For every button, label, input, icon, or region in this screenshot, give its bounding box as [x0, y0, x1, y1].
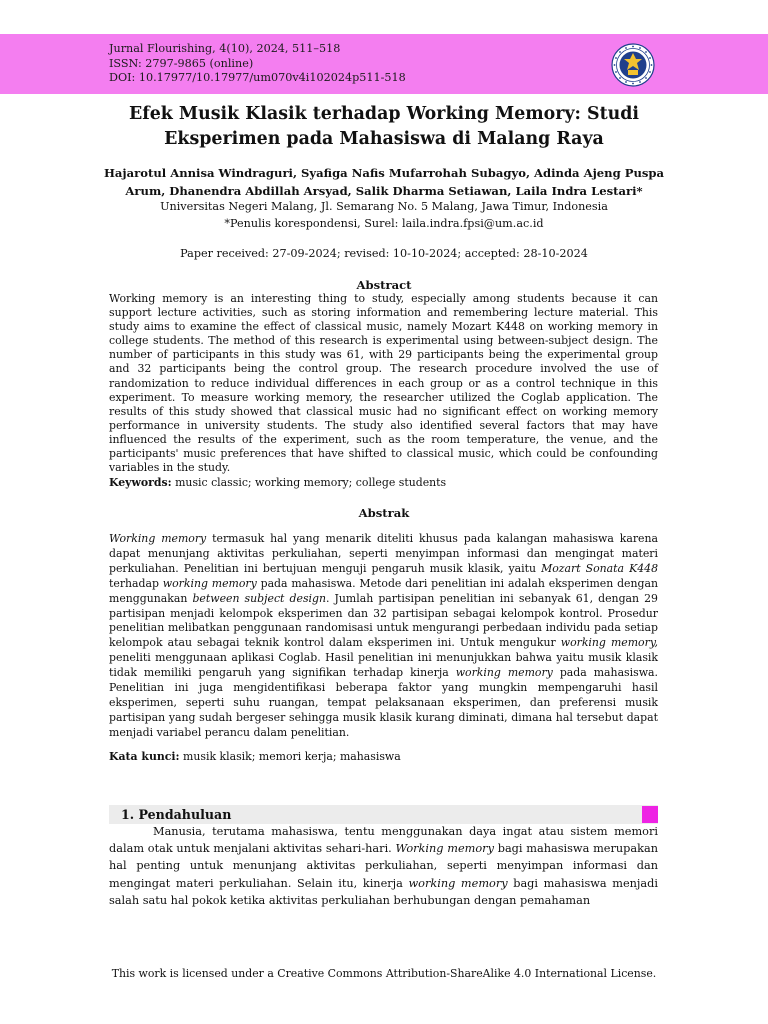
abstrak-text-run: terhadap: [109, 576, 163, 590]
abstrak-text-run: pada mahasiswa. Penelitian ini juga mengidentifikasi beberapa faktor yang mungkin mempengaruhi hasil eksperimen, seperti suhu ruangan, tempat pelaksanaan eksperimen, dan preferensi musik partisipan yang sudah bergeser sehingga musik klasik kurang diminati, dimana hal tersebut dapat menjadi variabel perancu dalam penelitian.: [109, 666, 658, 739]
correspondence: *Penulis korespondensi, Surel: laila.indra.fpsi@um.ac.id: [224, 217, 544, 230]
keywords-label: Keywords:: [109, 476, 172, 489]
journal-issn: ISSN: 2797-9865 (online): [109, 56, 254, 70]
journal-header-band: [0, 34, 768, 94]
abstrak-italic-term: Working memory: [109, 532, 207, 545]
kata-kunci-value: musik klasik; memori kerja; mahasiswa: [179, 750, 401, 763]
abstrak-italic-term: working memory: [455, 666, 553, 680]
section1-italic-term: working memory: [408, 876, 508, 890]
section1-text-run: bagi mahasiswa merupakan hal penting untuk menunjang aktivitas perkuliahan, seperti menyimpan informasi dan mengingat materi perkuliahan. Selain itu, kinerja: [109, 842, 658, 890]
abstract-heading: Abstract: [356, 278, 412, 292]
affiliation: Universitas Negeri Malang, Jl. Semarang No. 5 Malang, Jawa Timur, Indonesia: [160, 200, 608, 213]
abstrak-text-run: . Jumlah partisipan penelitian ini sebanyak 61, dengan 29 partisipan menjadi kelompok eksperimen dan 32 partisipan sebagai kelompok kontrol. Prosedur penelitian melibatkan penggunaan randomisasi untuk mengurangi perbedaan individu pada setiap kelompok atau sebagai teknik kontrol dalam eksperimen ini. Untuk mengukur: [109, 591, 658, 650]
journal-info: [109, 42, 406, 86]
section-heading-bar: [109, 805, 658, 824]
keywords: [109, 475, 658, 491]
abstrak-italic-term: working memory,: [560, 636, 658, 650]
abstrak-text-run: termasuk hal yang menarik diteliti khusus pada kalangan mahasiswa karena dapat menunjang aktivitas perkuliahan, seperti menyimpan informasi dan mengingat materi perkuliahan. Penelitian ini bertujuan menguji pengaruh musik klasik, yaitu: [109, 532, 658, 575]
section-marker: [642, 806, 658, 823]
university-seal-icon: [611, 43, 655, 87]
introduction-text: [109, 823, 658, 909]
paper-title: [80, 102, 688, 152]
section1-text-run: bagi mahasiswa menjadi salah satu hal pokok ketika aktivitas perkuliahan berhubungan dengan pemahaman: [109, 876, 659, 907]
section1-text-run: Manusia, terutama mahasiswa, tentu menggunakan daya ingat atau sistem memori dalam otak untuk menjalani aktivitas sehari-hari.: [109, 825, 658, 856]
kata-kunci: [109, 749, 658, 765]
abstrak-text-run: peneliti menggunaan aplikasi Coglab. Hasil penelitian ini menunjukkan bahwa yaitu musik klasik tidak memiliki pengaruh yang signifikan terhadap kinerja: [109, 651, 658, 680]
author-list: [100, 164, 668, 200]
abstrak-italic-term: Mozart Sonata K448: [541, 561, 658, 575]
abstrak-text-run: pada mahasiswa. Metode dari penelitian ini adalah eksperimen dengan menggunakan: [109, 576, 658, 605]
section1-italic-term: Working memory: [395, 842, 494, 856]
abstrak-italic-term: between subject design: [192, 591, 326, 605]
paper-title-line: Efek Musik Klasik terhadap Working Memory: Studi: [128, 104, 640, 124]
keywords-value: music classic; working memory; college students: [171, 476, 447, 489]
paper-dates: Paper received: 27-09-2024; revised: 10-10-2024; accepted: 28-10-2024: [180, 247, 588, 260]
abstract-text: Working memory is an interesting thing to study, especially among students because it can support lecture activities, such as storing information and remembering lecture material. This study aims to examine the effect of classical music, namely Mozart K448 on working memory in college students. The method of this research is experimental using between-subject design. The number of participants in this study was 61, with 29 participants being the experimental group and 32 participants being the control group. The research procedure involved the use of randomization to reduce individual differences in each group or as a control technique in this experiment. To measure working memory, the researcher utilized the Coglab application. The results of this study showed that classical music had no significant effect on working memory performance in university students. The study also identified several factors that may have influenced the results of the experiment, such as the room temperature, the venue, and the participants' music preferences that have shifted to classical music, which could be confounding variables in the study.: [109, 292, 658, 475]
abstrak-heading: Abstrak: [358, 506, 410, 520]
affiliation-block: [100, 198, 668, 232]
abstrak-text: [109, 532, 658, 741]
abstrak-italic-term: working memory: [162, 576, 257, 590]
journal-citation: Jurnal Flourishing, 4(10), 2024, 511–518: [109, 42, 341, 55]
license-notice[interactable]: This work is licensed under a Creative Commons Attribution-ShareAlike 4.0 International License.: [111, 967, 657, 980]
paper-title-line: Eksperimen pada Mahasiswa di Malang Raya: [164, 129, 604, 149]
author-line: Arum, Dhanendra Abdillah Arsyad, Salik Dharma Setiawan, Laila Indra Lestari*: [125, 184, 643, 198]
journal-doi[interactable]: DOI: 10.17977/10.17977/um070v4i102024p511-518: [109, 71, 406, 85]
section-title: 1. Pendahuluan: [121, 807, 232, 822]
author-line: Hajarotul Annisa Windraguri, Syafiga Nafis Mufarrohah Subagyo, Adinda Ajeng Puspa: [103, 166, 665, 180]
kata-kunci-label: Kata kunci:: [109, 750, 180, 763]
